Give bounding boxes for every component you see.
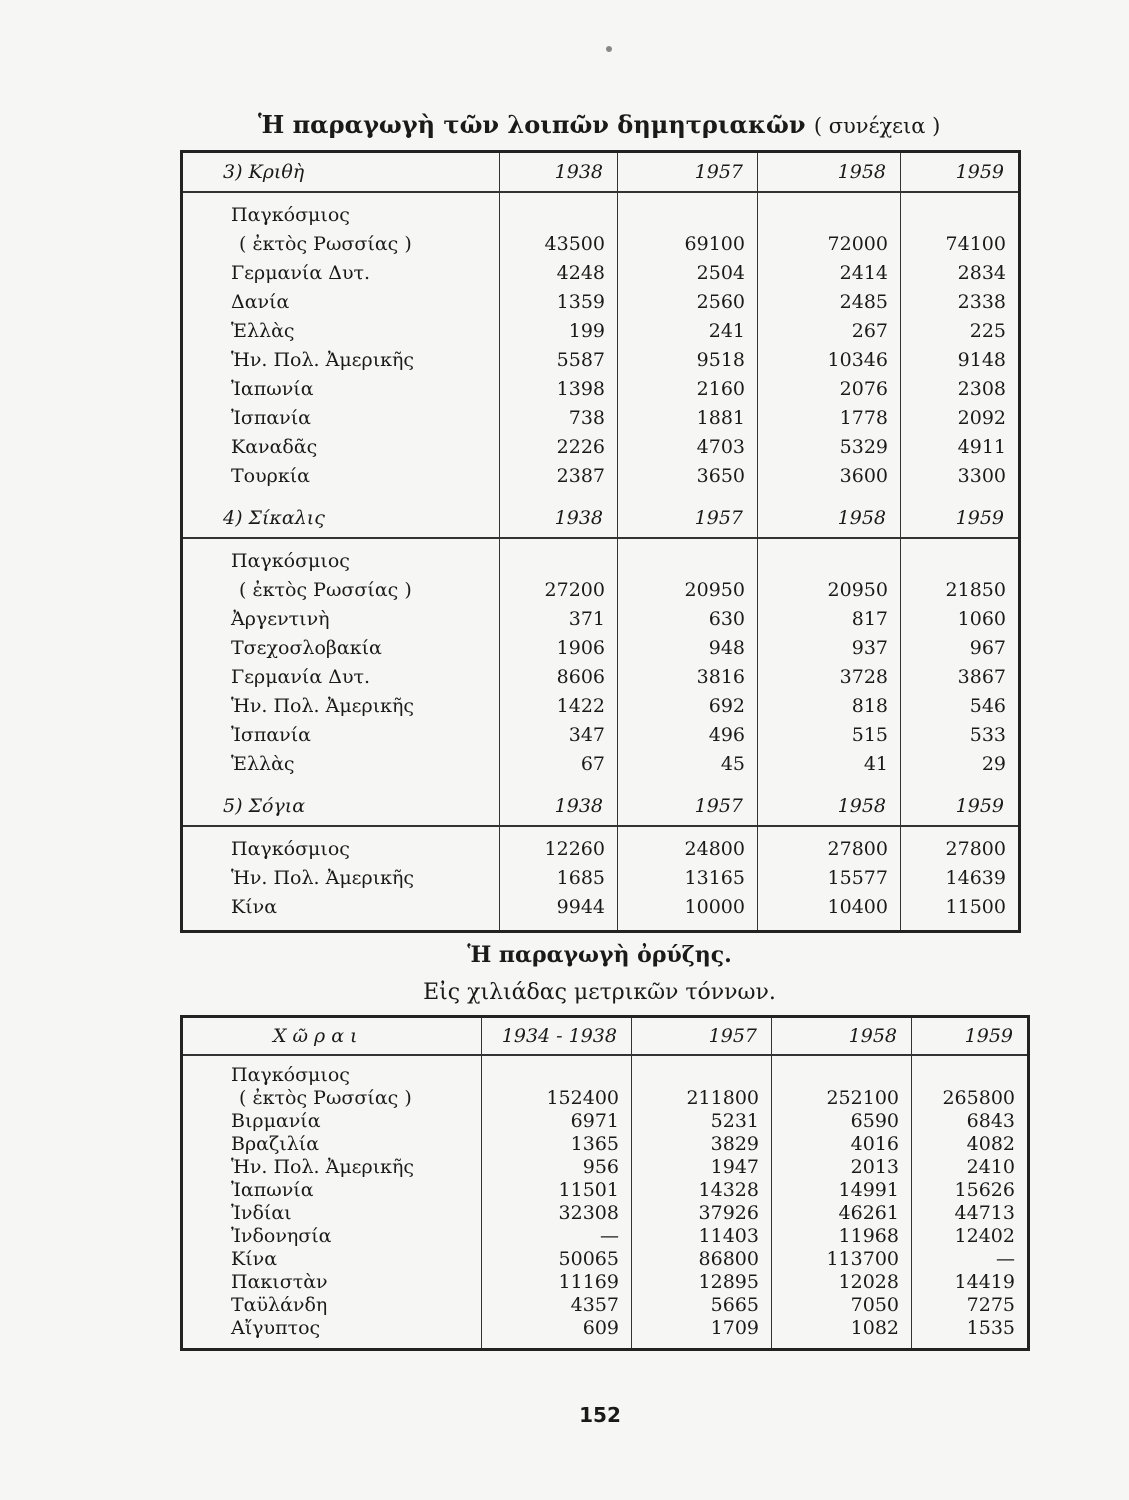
year-header: 1934 - 1938 xyxy=(482,1017,632,1056)
value-cell: 11403 xyxy=(632,1225,772,1248)
value-cell: 515 xyxy=(758,721,901,750)
value-cell: 692 xyxy=(618,692,758,721)
value-cell: 20950 xyxy=(618,576,758,605)
table-row xyxy=(182,1179,1029,1202)
country-name: ( ἐκτὸς Ρωσσίας ) xyxy=(239,1087,412,1109)
year-header: 1938 xyxy=(500,499,618,538)
value-cell: 1422 xyxy=(500,692,618,721)
value-cell: 1947 xyxy=(632,1156,772,1179)
value-cell: 956 xyxy=(482,1156,632,1179)
value-cell: 74100 xyxy=(901,230,1020,259)
value-cell: 3829 xyxy=(632,1133,772,1156)
country-name: Βιρμανία xyxy=(231,1110,321,1132)
year-header: 1957 xyxy=(618,152,758,193)
country-name: Ἰαπωνία xyxy=(231,378,314,400)
value-cell: 3600 xyxy=(758,462,901,499)
value-cell: 241 xyxy=(618,317,758,346)
year-header: 1959 xyxy=(901,787,1020,826)
page-number: 152 xyxy=(579,1403,621,1427)
country-name: Ἡν. Πολ. Ἀμερικῆς xyxy=(231,349,415,371)
value-cell: 8606 xyxy=(500,663,618,692)
value-cell: 371 xyxy=(500,605,618,634)
table-row xyxy=(182,1202,1029,1225)
value-cell: 3867 xyxy=(901,663,1020,692)
value-cell: 4357 xyxy=(482,1294,632,1317)
table-row xyxy=(182,433,1020,462)
value-cell: 9148 xyxy=(901,346,1020,375)
value-cell: 818 xyxy=(758,692,901,721)
country-name: Ἰσπανία xyxy=(231,724,312,746)
value-cell: 1060 xyxy=(901,605,1020,634)
value-cell xyxy=(618,538,758,576)
country-name: Βραζιλία xyxy=(231,1133,320,1155)
country-name: Κίνα xyxy=(231,1248,278,1270)
value-cell: 14991 xyxy=(772,1179,912,1202)
value-cell: 14328 xyxy=(632,1179,772,1202)
page-title-suffix: ( συνέχεια ) xyxy=(813,114,941,138)
value-cell: 609 xyxy=(482,1317,632,1350)
table-row xyxy=(182,192,1020,230)
table-row xyxy=(182,1317,1029,1350)
country-name: Αἴγυπτος xyxy=(231,1317,321,1339)
value-cell: 496 xyxy=(618,721,758,750)
table-row xyxy=(182,1248,1029,1271)
year-header: 1938 xyxy=(500,787,618,826)
value-cell: 225 xyxy=(901,317,1020,346)
value-cell: 5231 xyxy=(632,1110,772,1133)
value-cell: 948 xyxy=(618,634,758,663)
rice-header-row xyxy=(182,1017,1029,1056)
value-cell: 3816 xyxy=(618,663,758,692)
table-row xyxy=(182,404,1020,433)
country-name: Παγκόσμιος xyxy=(231,204,350,226)
section-label: 3) Κριθὴ xyxy=(182,152,500,193)
country-name: Γερμανία Δυτ. xyxy=(231,262,371,284)
table-row xyxy=(182,288,1020,317)
table-row xyxy=(182,1133,1029,1156)
country-name: Ἡν. Πολ. Ἀμερικῆς xyxy=(231,695,415,717)
value-cell: 11169 xyxy=(482,1271,632,1294)
country-name: Παγκόσμιος xyxy=(231,550,350,572)
value-cell: 1709 xyxy=(632,1317,772,1350)
value-cell: 3650 xyxy=(618,462,758,499)
year-header: 1957 xyxy=(618,787,758,826)
value-cell: 44713 xyxy=(912,1202,1029,1225)
section-header-row xyxy=(182,787,1020,826)
value-cell xyxy=(901,192,1020,230)
value-cell: 11501 xyxy=(482,1179,632,1202)
value-cell xyxy=(912,1055,1029,1087)
value-cell: 12895 xyxy=(632,1271,772,1294)
value-cell: 1398 xyxy=(500,375,618,404)
country-name: Ταϋλάνδη xyxy=(231,1294,328,1316)
value-cell: 11968 xyxy=(772,1225,912,1248)
value-cell: 43500 xyxy=(500,230,618,259)
country-name: Γερμανία Δυτ. xyxy=(231,666,371,688)
page-title xyxy=(258,110,1018,139)
country-name: Ἑλλὰς xyxy=(231,320,295,342)
value-cell: 24800 xyxy=(618,826,758,864)
countries-header: Χῶραι xyxy=(182,1017,482,1056)
value-cell: 20950 xyxy=(758,576,901,605)
value-cell: 533 xyxy=(901,721,1020,750)
value-cell xyxy=(618,192,758,230)
value-cell: 937 xyxy=(758,634,901,663)
value-cell: 27800 xyxy=(901,826,1020,864)
value-cell: 1778 xyxy=(758,404,901,433)
value-cell: 252100 xyxy=(772,1087,912,1110)
value-cell: 86800 xyxy=(632,1248,772,1271)
value-cell: 15626 xyxy=(912,1179,1029,1202)
value-cell: 2338 xyxy=(901,288,1020,317)
year-header: 1959 xyxy=(901,152,1020,193)
value-cell: 27200 xyxy=(500,576,618,605)
rice-subtitle: Εἰς χιλιάδας μετρικῶν τόννων. xyxy=(423,980,776,1005)
value-cell: 27800 xyxy=(758,826,901,864)
value-cell: 1359 xyxy=(500,288,618,317)
country-name: Ἰνδίαι xyxy=(231,1202,292,1224)
table-row xyxy=(182,826,1020,864)
value-cell: 29 xyxy=(901,750,1020,787)
value-cell: 2308 xyxy=(901,375,1020,404)
value-cell: 41 xyxy=(758,750,901,787)
table-row xyxy=(182,1271,1029,1294)
table-row xyxy=(182,317,1020,346)
year-header: 1958 xyxy=(758,787,901,826)
year-header: 1938 xyxy=(500,152,618,193)
value-cell: 267 xyxy=(758,317,901,346)
ink-dot xyxy=(606,46,612,52)
cereals-table xyxy=(180,150,1021,933)
year-header: 1957 xyxy=(618,499,758,538)
country-name: Τσεχοσλοβακία xyxy=(231,637,382,659)
page-title-main: Ἡ παραγωγὴ τῶν λοιπῶν δημητριακῶν xyxy=(258,110,806,139)
value-cell: 2092 xyxy=(901,404,1020,433)
section-header-row xyxy=(182,499,1020,538)
table-row xyxy=(182,1225,1029,1248)
value-cell: — xyxy=(912,1248,1029,1271)
value-cell: 2013 xyxy=(772,1156,912,1179)
value-cell: 2076 xyxy=(758,375,901,404)
value-cell xyxy=(632,1055,772,1087)
year-header: 1958 xyxy=(758,152,901,193)
value-cell: 2504 xyxy=(618,259,758,288)
value-cell: 46261 xyxy=(772,1202,912,1225)
value-cell: 6843 xyxy=(912,1110,1029,1133)
value-cell: 630 xyxy=(618,605,758,634)
year-header: 1959 xyxy=(901,499,1020,538)
country-name: Ἑλλὰς xyxy=(231,753,295,775)
table-row xyxy=(182,259,1020,288)
value-cell: 2160 xyxy=(618,375,758,404)
value-cell: 211800 xyxy=(632,1087,772,1110)
value-cell: 3300 xyxy=(901,462,1020,499)
value-cell xyxy=(901,538,1020,576)
table-row xyxy=(182,1294,1029,1317)
table-row xyxy=(182,1156,1029,1179)
value-cell: 10000 xyxy=(618,893,758,932)
value-cell: 10346 xyxy=(758,346,901,375)
country-name: Ἡν. Πολ. Ἀμερικῆς xyxy=(231,867,415,889)
table-row xyxy=(182,692,1020,721)
value-cell: 50065 xyxy=(482,1248,632,1271)
value-cell: 72000 xyxy=(758,230,901,259)
value-cell: 1881 xyxy=(618,404,758,433)
value-cell: 2226 xyxy=(500,433,618,462)
year-header: 1958 xyxy=(772,1017,912,1056)
value-cell: 9944 xyxy=(500,893,618,932)
table-row xyxy=(182,538,1020,576)
rice-table xyxy=(180,1015,1030,1351)
country-name: ( ἐκτὸς Ρωσσίας ) xyxy=(239,579,412,601)
value-cell: 1685 xyxy=(500,864,618,893)
value-cell: 967 xyxy=(901,634,1020,663)
country-name: Ἰνδονησία xyxy=(231,1225,332,1247)
value-cell xyxy=(758,192,901,230)
value-cell: 4703 xyxy=(618,433,758,462)
country-name: Τουρκία xyxy=(231,465,310,487)
country-name: Κίνα xyxy=(231,896,278,918)
value-cell: 7050 xyxy=(772,1294,912,1317)
value-cell: 1365 xyxy=(482,1133,632,1156)
value-cell: 5665 xyxy=(632,1294,772,1317)
country-name: ( ἐκτὸς Ρωσσίας ) xyxy=(239,233,412,255)
table-row xyxy=(182,663,1020,692)
value-cell: 10400 xyxy=(758,893,901,932)
value-cell: 15577 xyxy=(758,864,901,893)
value-cell xyxy=(482,1055,632,1087)
section-header-row xyxy=(182,152,1020,193)
table-row xyxy=(182,462,1020,499)
table-row xyxy=(182,1087,1029,1110)
country-name: Δανία xyxy=(231,291,290,313)
value-cell: 1906 xyxy=(500,634,618,663)
value-cell: 2387 xyxy=(500,462,618,499)
value-cell: 4248 xyxy=(500,259,618,288)
country-name: Παγκόσμιος xyxy=(231,1064,350,1086)
rice-title: Ἡ παραγωγὴ ὀρύζης. xyxy=(467,942,732,968)
value-cell: 1535 xyxy=(912,1317,1029,1350)
value-cell: 152400 xyxy=(482,1087,632,1110)
value-cell: 12402 xyxy=(912,1225,1029,1248)
year-header: 1959 xyxy=(912,1017,1029,1056)
value-cell: 6971 xyxy=(482,1110,632,1133)
table-row xyxy=(182,1110,1029,1133)
value-cell xyxy=(772,1055,912,1087)
value-cell: — xyxy=(482,1225,632,1248)
country-name: Ἰσπανία xyxy=(231,407,312,429)
value-cell: 13165 xyxy=(618,864,758,893)
table-row xyxy=(182,346,1020,375)
table-row xyxy=(182,864,1020,893)
year-header: 1957 xyxy=(632,1017,772,1056)
table-row xyxy=(182,230,1020,259)
country-name: Παγκόσμιος xyxy=(231,838,350,860)
value-cell xyxy=(500,538,618,576)
country-name: Ἡν. Πολ. Ἀμερικῆς xyxy=(231,1156,415,1178)
value-cell: 14639 xyxy=(901,864,1020,893)
value-cell: 2560 xyxy=(618,288,758,317)
table-row xyxy=(182,750,1020,787)
value-cell: 2485 xyxy=(758,288,901,317)
value-cell: 21850 xyxy=(901,576,1020,605)
value-cell: 2414 xyxy=(758,259,901,288)
table-row xyxy=(182,721,1020,750)
section-label: 5) Σόγια xyxy=(182,787,500,826)
value-cell xyxy=(758,538,901,576)
value-cell: 2410 xyxy=(912,1156,1029,1179)
value-cell: 738 xyxy=(500,404,618,433)
value-cell: 5329 xyxy=(758,433,901,462)
value-cell: 12260 xyxy=(500,826,618,864)
country-name: Ἀργεντινὴ xyxy=(231,608,330,630)
value-cell: 69100 xyxy=(618,230,758,259)
table-row xyxy=(182,576,1020,605)
value-cell: 5587 xyxy=(500,346,618,375)
table-row xyxy=(182,1055,1029,1087)
value-cell: 4911 xyxy=(901,433,1020,462)
value-cell: 1082 xyxy=(772,1317,912,1350)
table-row xyxy=(182,375,1020,404)
value-cell: 546 xyxy=(901,692,1020,721)
value-cell: 817 xyxy=(758,605,901,634)
section-label: 4) Σίκαλις xyxy=(182,499,500,538)
table-row xyxy=(182,634,1020,663)
value-cell: 347 xyxy=(500,721,618,750)
value-cell: 4082 xyxy=(912,1133,1029,1156)
value-cell: 32308 xyxy=(482,1202,632,1225)
country-name: Πακιστὰν xyxy=(231,1271,328,1293)
value-cell: 2834 xyxy=(901,259,1020,288)
year-header: 1958 xyxy=(758,499,901,538)
value-cell: 113700 xyxy=(772,1248,912,1271)
value-cell: 265800 xyxy=(912,1087,1029,1110)
table-row xyxy=(182,605,1020,634)
value-cell: 9518 xyxy=(618,346,758,375)
country-name: Ἰαπωνία xyxy=(231,1179,314,1201)
value-cell: 7275 xyxy=(912,1294,1029,1317)
table-row xyxy=(182,893,1020,932)
value-cell xyxy=(500,192,618,230)
value-cell: 11500 xyxy=(901,893,1020,932)
value-cell: 14419 xyxy=(912,1271,1029,1294)
country-name: Καναδᾶς xyxy=(231,436,318,458)
value-cell: 37926 xyxy=(632,1202,772,1225)
value-cell: 4016 xyxy=(772,1133,912,1156)
value-cell: 45 xyxy=(618,750,758,787)
value-cell: 6590 xyxy=(772,1110,912,1133)
value-cell: 12028 xyxy=(772,1271,912,1294)
value-cell: 67 xyxy=(500,750,618,787)
value-cell: 199 xyxy=(500,317,618,346)
value-cell: 3728 xyxy=(758,663,901,692)
